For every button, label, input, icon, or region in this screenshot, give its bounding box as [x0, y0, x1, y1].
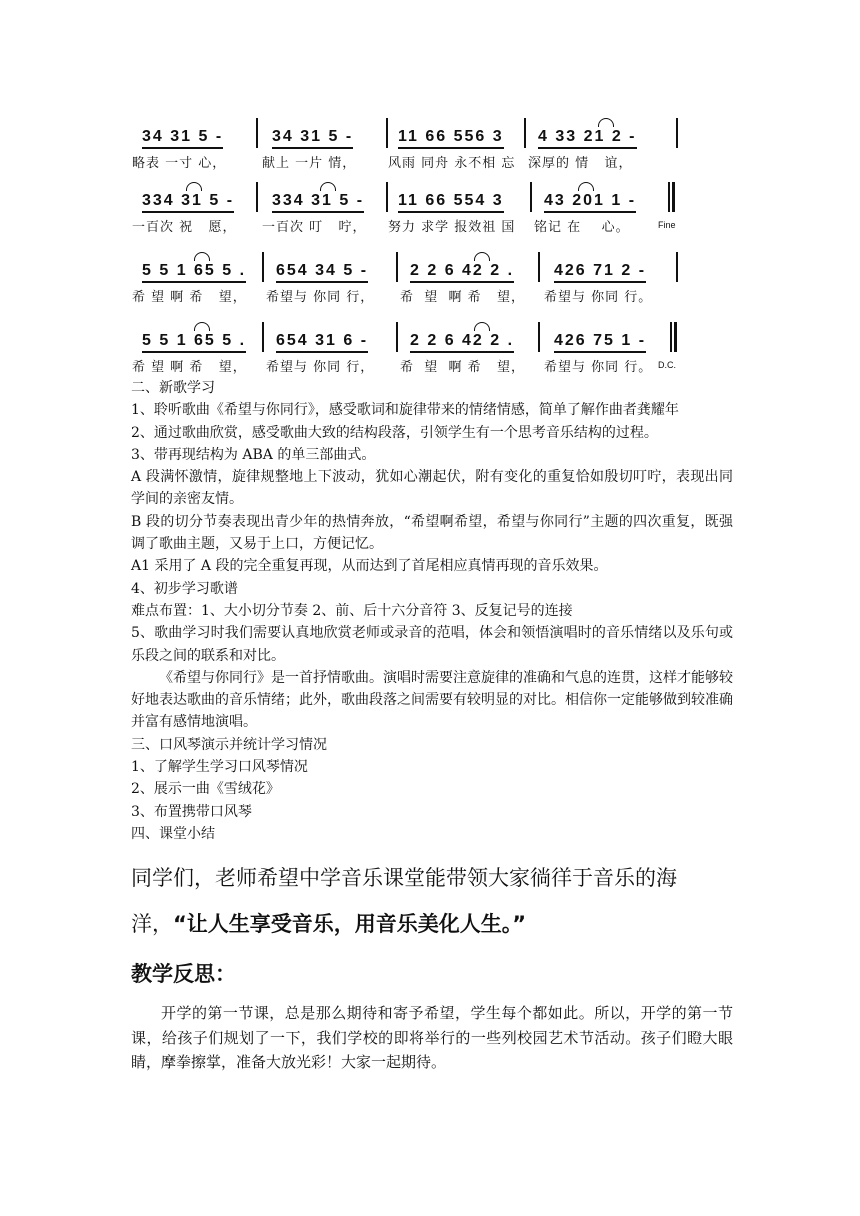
score-lyrics: 希望与 你同 行， — [266, 360, 375, 375]
reflection-paragraph: 开学的第一节课，总是那么期待和寄予希望，学生每个都如此。所以，开学的第一节课，给孩子们规划了一下，我们学校的即将举行的一些列校园艺术节活动。孩子们瞪大眼睛，摩拳擦掌，准备大放光彩！大家一起期待。 — [131, 1004, 733, 1072]
score-row-2 — [128, 178, 688, 235]
section-heading: 三、口风琴演示并统计学习情况 — [131, 736, 327, 753]
score-row-4 — [128, 318, 688, 375]
score-notes: 34 31 5 - — [272, 128, 353, 149]
score-bar — [524, 114, 664, 171]
score-lyrics: 略表 一寸 心， — [132, 156, 227, 171]
list-item: 5、歌曲学习时我们需要认真地欣赏老师或录音的范唱，体会和领悟演唱时的音乐情绪以及乐句或乐段之间的联系和对比。 — [131, 625, 733, 664]
paragraph: A 段满怀激情，旋律规整地上下波动，犹如心潮起伏，附有变化的重复恰如殷切叮咛，表现出同学间的亲密友情。 — [131, 469, 733, 508]
score-bar — [128, 248, 268, 305]
score-row-1 — [128, 114, 688, 171]
list-item: 4、初步学习歌谱 — [131, 580, 238, 597]
section-heading: 四、课堂小结 — [131, 825, 215, 842]
final-barline-thin — [668, 182, 670, 212]
score-lyrics: 希 望 啊 希 望， — [132, 360, 247, 375]
list-item: 3、带再现结构为 ABA 的单三部曲式。 — [131, 446, 376, 463]
score-lyrics: 努力 求学 报效祖 国 — [388, 220, 516, 235]
paragraph: B 段的切分节奏表现出青少年的热情奔放，“希望啊希望，希望与你同行”主题的四次重复，既强调了歌曲主题，又易于上口，方便记忆。 — [131, 513, 733, 553]
lesson-body — [131, 377, 733, 1075]
score-lyrics: 献上 一片 情， — [262, 156, 357, 171]
score-bar — [128, 318, 268, 375]
section-heading: 二、新歌学习 — [131, 380, 215, 396]
score-bar — [258, 114, 398, 171]
score-notes: 654 31 6 - — [276, 332, 368, 353]
score-notes: 2 2 6 42 2 . — [410, 262, 514, 283]
score-notes: 426 75 1 - — [554, 332, 646, 353]
score-bar — [396, 248, 536, 305]
barline — [676, 252, 678, 282]
score-notes: 334 31 5 - — [272, 192, 364, 213]
score-bar — [384, 114, 524, 171]
score-lyrics: 风雨 同舟 永不相 忘 — [388, 156, 516, 171]
barline — [676, 118, 678, 148]
list-item: 1、聆听歌曲《希望与你同行》，感受歌词和旋律带来的情绪情感，简单了解作曲者龚耀年 — [131, 402, 679, 419]
score-bar — [258, 178, 398, 235]
score-lyrics: 希望与 你同 行。 — [544, 290, 653, 305]
score-notes: 34 31 5 - — [142, 128, 223, 149]
list-item: 3、布置携带口风琴 — [131, 803, 252, 820]
score-notes: 11 66 554 3 — [398, 192, 504, 213]
score-notes: 5 5 1 65 5 . — [142, 262, 246, 283]
closing-statement — [131, 855, 733, 947]
score-bar — [128, 114, 268, 171]
score-bar — [540, 248, 680, 305]
dc-mark: D.C. — [658, 360, 676, 370]
score-lyrics: 一百次 祝 愿， — [132, 220, 237, 235]
score-lyrics: 希望与 你同 行。 — [544, 360, 653, 375]
score-bar — [384, 178, 524, 235]
score-bar — [262, 248, 402, 305]
score-lyrics: 深厚的 情 谊， — [528, 156, 633, 171]
reflection-heading: 教学反思： — [131, 962, 236, 987]
score-notes: 43 201 1 - — [544, 192, 636, 213]
score-notes: 11 66 556 3 — [398, 128, 504, 149]
closing-quote: “让人生享受音乐，用音乐美化人生。” — [173, 912, 527, 937]
paragraph: A1 采用了 A 段的完全重复再现，从而达到了首尾相应真情再现的音乐效果。 — [131, 558, 608, 575]
score-notes: 654 34 5 - — [276, 262, 368, 283]
score-bar — [396, 318, 536, 375]
score-notes: 334 31 5 - — [142, 192, 234, 213]
score-lyrics: 铭记 在 心。 — [534, 220, 630, 235]
score-notes: 2 2 6 42 2 . — [410, 332, 514, 353]
score-lyrics: 希 望 啊 希 望， — [400, 290, 526, 305]
score-notes: 5 5 1 65 5 . — [142, 332, 246, 353]
score-row-3 — [128, 248, 688, 305]
score-lyrics: 希 望 啊 希 望， — [400, 360, 526, 375]
paragraph: 难点布置：1、大小切分节奏 2、前、后十六分音符 3、反复记号的连接 — [131, 602, 573, 619]
score-bar — [262, 318, 402, 375]
score-bar — [540, 318, 680, 375]
fine-mark: Fine — [658, 220, 676, 230]
final-barline-thin — [670, 322, 672, 352]
final-barline-thick — [672, 182, 675, 212]
final-barline-thick — [674, 322, 677, 352]
paragraph: 《希望与你同行》是一首抒情歌曲。演唱时需要注意旋律的准确和气息的连贯，这样才能够较好地表达歌曲的音乐情绪；此外，歌曲段落之间需要有较明显的对比。相信你一定能够做到较准确并富有感情地演唱。 — [131, 669, 733, 731]
closing-text: 同学们，老师希望中学音乐课堂能带领大家徜徉于音乐的海洋， — [131, 866, 677, 937]
score-notes: 426 71 2 - — [554, 262, 646, 283]
score-lyrics: 希 望 啊 希 望， — [132, 290, 247, 305]
score-lyrics: 一百次 叮 咛， — [262, 220, 367, 235]
list-item: 2、通过歌曲欣赏，感受歌曲大致的结构段落，引领学生有一个思考音乐结构的过程。 — [131, 424, 658, 441]
score-lyrics: 希望与 你同 行， — [266, 290, 375, 305]
score-bar — [128, 178, 268, 235]
list-item: 1、了解学生学习口风琴情况 — [131, 759, 308, 776]
list-item: 2、展示一曲《雪绒花》 — [131, 781, 280, 798]
score-notes: 4 33 21 2 - — [538, 128, 637, 149]
